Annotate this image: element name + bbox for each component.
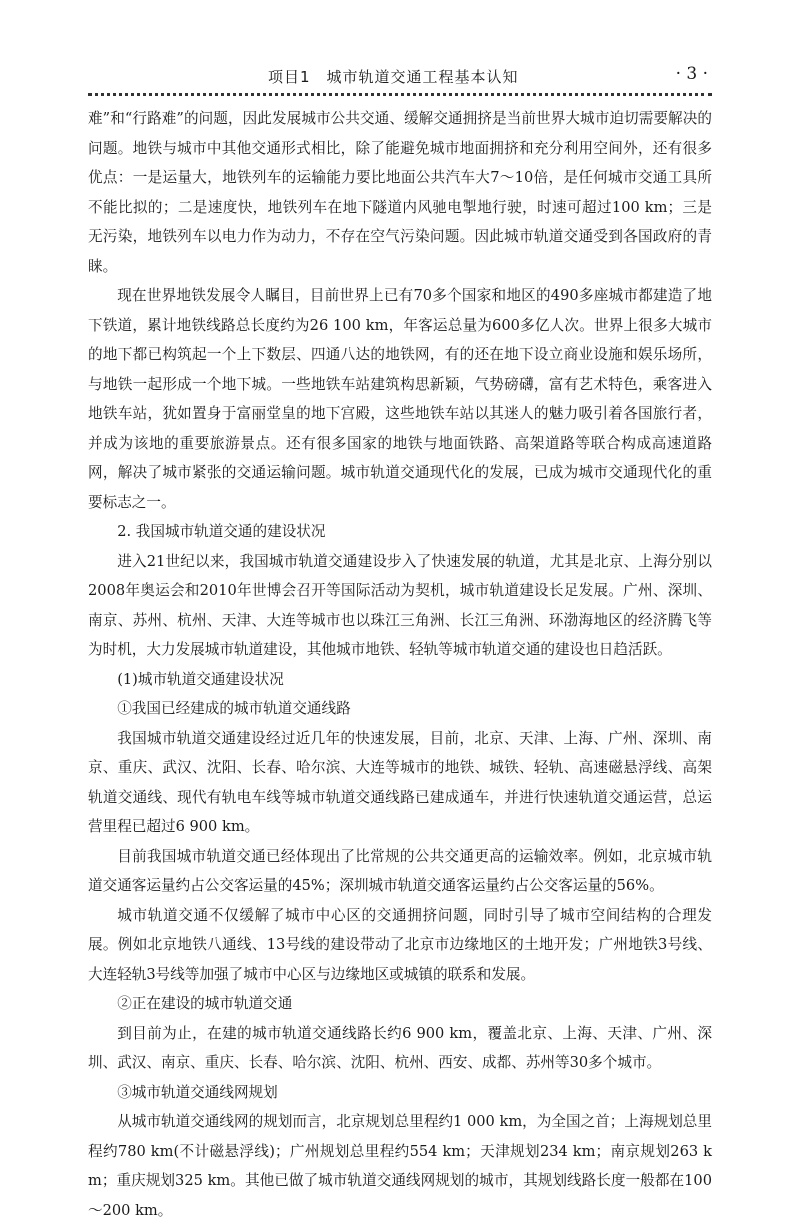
section-heading-china-status: 2. 我国城市轨道交通的建设状况 bbox=[117, 523, 326, 540]
page-number: · 3 · bbox=[675, 64, 708, 84]
header-dotted-rule bbox=[88, 93, 712, 96]
paragraph-efficiency: 目前我国城市轨道交通已经体现出了比常规的公共交通更高的运输效率。例如，北京城市轨道交通客运量约占公交客运量的45%；深圳城市轨道交通客运量约占公交客运量的56%。 bbox=[88, 847, 712, 894]
item-heading-built-lines: ①我国已经建成的城市轨道交通线路 bbox=[117, 700, 351, 717]
item-heading-network-planning: ③城市轨道交通线网规划 bbox=[117, 1083, 278, 1101]
paragraph-world-metro: 现在世界地铁发展令人瞩目，目前世界上已有70多个国家和地区的490多座城市都建造了地下铁道，累计地铁线路总长度约为26 100 km，年客运总量为600多亿人次。世界上很多大城市的地下都已构筑起一个上下数层、四通八达的地铁网，有的还在地下设立商业设施和娱乐场所，与地铁一起形成一个地下城。一些地铁车站建筑构思新颖，气势磅礴，富有艺术特色，乘客进入地铁车站，犹如置身于富丽堂皇的地下宫殿，这些地铁车站以其迷人的魅力吸引着各国旅行者，并成为该地的重要旅游景点。还有很多国家的地铁与地面铁路、高架道路等联合构成高速道路网，解决了城市紧张的交通运输问题。城市轨道交通现代化的发展，已成为城市交通现代化的重要标志之一。 bbox=[88, 287, 712, 511]
paragraph-continuation: 难”和“行路难”的问题，因此发展城市公共交通、缓解交通拥挤是当前世界大城市迫切需要解决的问题。地铁与城市中其他交通形式相比，除了能避免城市地面拥挤和充分利用空间外，还有很多优点：一是运量大，地铁列车的运输能力要比地面公共汽车大7～10倍，是任何城市交通工具所不能比拟的；二是速度快，地铁列车在地下隧道内风驰电掣地行驶，时速可超过100 km；三是无污染，地铁列车以电力作为动力，不存在空气污染问题。因此城市轨道交通受到各国政府的青睐。 bbox=[88, 110, 712, 275]
paragraph-network-planning: 从城市轨道交通线网的规划而言，北京规划总里程约1 000 km，为全国之首；上海规划总里程约780 km(不计磁悬浮线)；广州规划总里程约554 km；天津规划234 km；南京规划263 km；重庆规划325 km。其他已做了城市轨道交通线网规划的城市，其规划线路长度一般都在100～200 km。 bbox=[88, 1113, 712, 1219]
paragraph-built-lines: 我国城市轨道交通建设经过近几年的快速发展，目前，北京、天津、上海、广州、深圳、南京、重庆、武汉、沈阳、长春、哈尔滨、大连等城市的地铁、城铁、轻轨、高速磁悬浮线、高架轨道交通线、现代有轨电车线等城市轨道交通线路已建成通车，并进行快速轨道交通运营，总运营里程已超过6 900 km。 bbox=[88, 729, 712, 835]
paragraph-under-construction: 到目前为止，在建的城市轨道交通线路长约6 900 km，覆盖北京、上海、天津、广州、深圳、武汉、南京、重庆、长春、哈尔滨、沈阳、杭州、西安、成都、苏州等30多个城市。 bbox=[88, 1024, 712, 1071]
paragraph-urban-structure: 城市轨道交通不仅缓解了城市中心区的交通拥挤问题，同时引导了城市空间结构的合理发展。例如北京地铁八通线、13号线的建设带动了北京市边缘地区的土地开发；广州地铁3号线、大连轻轨3号线等加强了城市中心区与边缘地区或城镇的联系和发展。 bbox=[88, 906, 712, 983]
page-header bbox=[88, 62, 712, 96]
subsection-heading-construction: (1)城市轨道交通建设状况 bbox=[117, 670, 284, 688]
paragraph-21st-century: 进入21世纪以来，我国城市轨道交通建设步入了快速发展的轨道，尤其是北京、上海分别以2008年奥运会和2010年世博会召开等国际活动为契机，城市轨道建设长足发展。广州、深圳、南京、苏州、杭州、天津、大连等城市也以珠江三角洲、长江三角洲、环渤海地区的经济腾飞等为时机，大力发展城市轨道建设，其他城市地铁、轻轨等城市轨道交通的建设也日趋活跃。 bbox=[88, 552, 712, 658]
item-heading-under-construction: ②正在建设的城市轨道交通 bbox=[117, 995, 293, 1012]
body-text bbox=[88, 104, 712, 1225]
running-title: 项目1 城市轨道交通工程基本认知 bbox=[268, 68, 519, 86]
